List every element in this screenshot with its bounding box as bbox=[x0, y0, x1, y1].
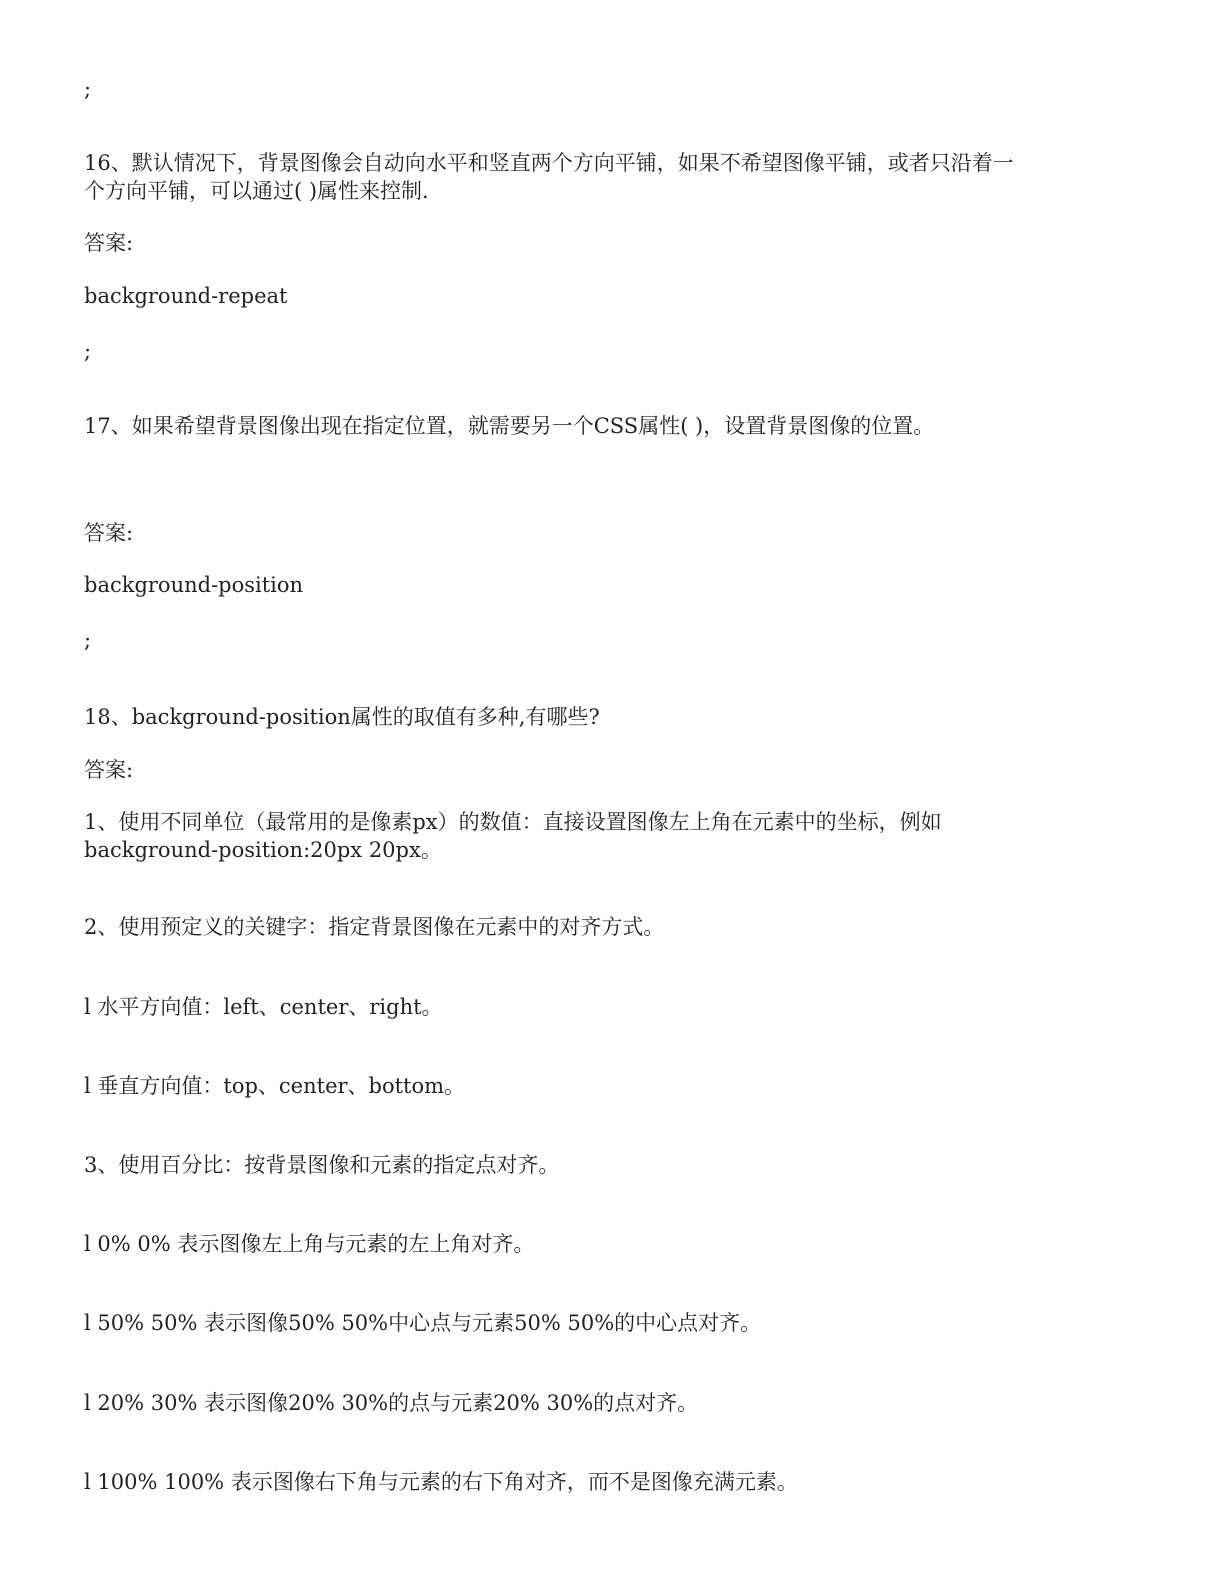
answer-17: background-position bbox=[84, 573, 304, 597]
answer-label: 答案: bbox=[84, 758, 134, 782]
answer-18-percent-0-0: l 0% 0% 表示图像左上角与元素的左上角对齐。 bbox=[84, 1232, 535, 1256]
answer-18-vertical-values: l 垂直方向值：top、center、bottom。 bbox=[84, 1074, 466, 1098]
answer-label: 答案: bbox=[84, 231, 134, 255]
answer-18-percent-20-30: l 20% 30% 表示图像20% 30%的点与元素20% 30%的点对齐。 bbox=[84, 1391, 699, 1415]
answer-18-point-3: 3、使用百分比：按背景图像和元素的指定点对齐。 bbox=[84, 1153, 560, 1177]
question-16-line-2: 个方向平铺，可以通过( )属性来控制. bbox=[84, 179, 429, 203]
answer-18-percent-50-50: l 50% 50% 表示图像50% 50%中心点与元素50% 50%的中心点对齐。 bbox=[84, 1311, 762, 1335]
separator-semicolon: ; bbox=[84, 77, 92, 101]
answer-18-point-2: 2、使用预定义的关键字：指定背景图像在元素中的对齐方式。 bbox=[84, 915, 665, 939]
question-16-line-1: 16、默认情况下，背景图像会自动向水平和竖直两个方向平铺，如果不希望图像平铺，或者只沿着一 bbox=[84, 151, 1014, 175]
question-18: 18、background-position属性的取值有多种,有哪些? bbox=[84, 705, 600, 729]
answer-18-horizontal-values: l 水平方向值：left、center、right。 bbox=[84, 995, 443, 1019]
separator-semicolon: ; bbox=[84, 628, 92, 652]
separator-semicolon: ; bbox=[84, 339, 92, 363]
answer-18-point-1-line-1: 1、使用不同单位（最常用的是像素px）的数值：直接设置图像左上角在元素中的坐标，例如 bbox=[84, 810, 942, 834]
question-17: 17、如果希望背景图像出现在指定位置，就需要另一个CSS属性( )，设置背景图像的位置。 bbox=[84, 414, 935, 438]
answer-label: 答案: bbox=[84, 521, 134, 545]
answer-16: background-repeat bbox=[84, 284, 288, 308]
answer-18-percent-100-100: l 100% 100% 表示图像右下角与元素的右下角对齐，而不是图像充满元素。 bbox=[84, 1470, 798, 1494]
answer-18-point-1-line-2: background-position:20px 20px。 bbox=[84, 838, 442, 862]
